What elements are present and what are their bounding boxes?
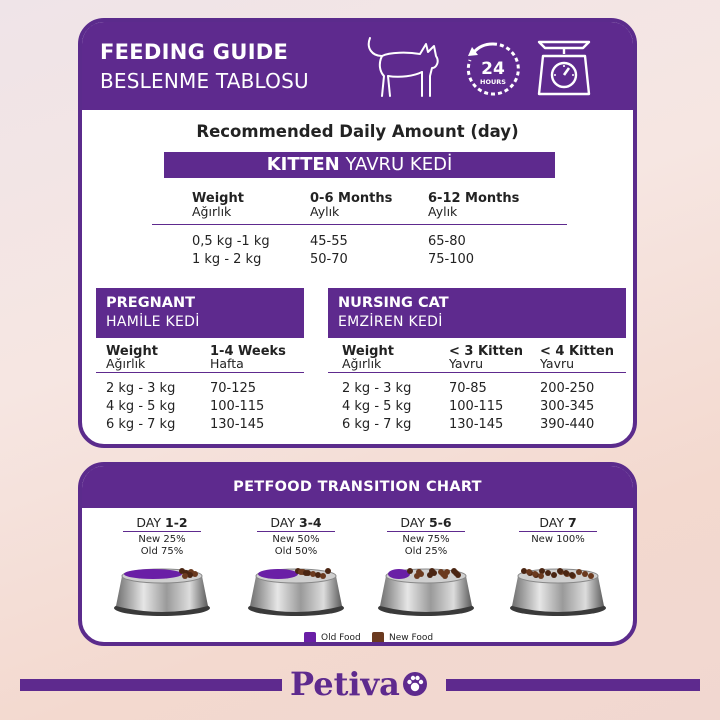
new-food-kibble (539, 568, 545, 574)
kitten-label-tr: YAVRU KEDİ (339, 154, 453, 175)
table-cell: 2 kg - 3 kg (342, 381, 412, 396)
table-cell: 65-80 (428, 234, 466, 249)
clock-number: 24 (481, 59, 505, 79)
new-food-kibble (526, 569, 532, 575)
bowl-day-1-2 (112, 562, 212, 618)
bowl-day-7 (508, 562, 608, 618)
table-cell: 4 kg - 5 kg (342, 399, 412, 414)
table-cell: 6 kg - 7 kg (342, 417, 412, 432)
new-food-kibble (521, 568, 527, 574)
footer-band-left (20, 679, 282, 691)
nursing-divider (328, 372, 626, 373)
pregnant-divider (96, 372, 304, 373)
feeding-guide-card (78, 18, 637, 448)
table-cell: 1 kg - 2 kg (192, 252, 262, 267)
new-food-kibble (303, 570, 309, 576)
nursing-title: NURSING CAT (338, 295, 449, 311)
table-cell: 300-345 (540, 399, 595, 414)
new-food-kibble (532, 571, 538, 577)
legend-old-food: Old Food (304, 632, 361, 644)
new-food-kibble (563, 570, 569, 576)
new-food-kibble (310, 571, 316, 577)
clock-24-icon (462, 38, 524, 100)
pregnant-header-weight: Weight Ağırlık (106, 344, 158, 371)
pregnant-col-weeks (210, 380, 264, 434)
paw-logo-icon (402, 671, 428, 697)
bowl-day-3-4 (246, 562, 346, 618)
kitten-label: KITTEN (266, 154, 340, 175)
new-food-kibble (414, 573, 420, 579)
pregnant-subtitle: HAMİLE KEDİ (106, 314, 200, 330)
table-cell: 130-145 (210, 417, 265, 432)
nursing-col-weight (342, 380, 411, 434)
kitten-banner (164, 152, 555, 178)
clock-hours: HOURS (480, 78, 506, 86)
new-food-kibble (427, 572, 433, 578)
guide-header (82, 22, 633, 110)
kitten-header-0-6: 0-6 Months Aylık (310, 191, 393, 219)
new-food-kibble (192, 571, 198, 577)
kitten-divider (152, 224, 567, 225)
nursing-col-4-kitten (540, 380, 594, 434)
table-cell: 45-55 (310, 234, 348, 249)
old-food-portion (124, 569, 182, 579)
table-cell: 100-115 (210, 399, 265, 414)
nursing-subtitle: EMZİREN KEDİ (338, 314, 443, 330)
kitten-header-weight: Weight Ağırlık (192, 191, 244, 219)
kitten-col-6-12 (428, 233, 474, 269)
table-cell: 200-250 (540, 381, 595, 396)
pregnant-banner (96, 288, 304, 338)
new-food-kibble (588, 573, 594, 579)
new-food-kibble (576, 569, 582, 575)
new-food-kibble (438, 569, 444, 575)
table-cell: 0,5 kg -1 kg (192, 234, 270, 249)
nursing-banner (328, 288, 626, 338)
nursing-col-3-kitten (449, 380, 503, 434)
bowl-day-5-6 (376, 562, 476, 618)
new-food-kibble (551, 572, 557, 578)
guide-title: FEEDING GUIDE (100, 40, 289, 64)
table-cell: 4 kg - 5 kg (106, 399, 176, 414)
guide-subtitle: BESLENME TABLOSU (100, 69, 309, 93)
table-cell: 100-115 (449, 399, 504, 414)
footer-band-right (446, 679, 700, 691)
legend-new-food: New Food (372, 632, 433, 644)
table-cell: 70-125 (210, 381, 257, 396)
table-cell: 6 kg - 7 kg (106, 417, 176, 432)
table-cell: 50-70 (310, 252, 348, 267)
old-food-swatch (304, 632, 316, 644)
new-food-kibble (557, 568, 563, 574)
kitten-col-weight (192, 233, 270, 269)
daily-amount-title: Recommended Daily Amount (day) (196, 122, 519, 141)
day-7: DAY 7 New 100% (508, 516, 608, 546)
pregnant-col-weight (106, 380, 175, 434)
kitten-header-6-12: 6-12 Months Aylık (428, 191, 520, 219)
new-food-kibble (538, 573, 544, 579)
old-food-portion (258, 569, 298, 579)
cat-icon (364, 32, 454, 102)
table-cell: 130-145 (449, 417, 504, 432)
nursing-header-4-kitten: < 4 Kitten Yavru (540, 344, 615, 371)
new-food-kibble (407, 568, 413, 574)
new-food-kibble (569, 572, 575, 578)
new-food-swatch (372, 632, 384, 644)
transition-title: PETFOOD TRANSITION CHART (82, 466, 633, 508)
new-food-kibble (187, 572, 193, 578)
day-5-6: DAY 5-6 New 75% Old 25% (376, 516, 476, 558)
brand-logo (290, 664, 440, 704)
scale-icon (533, 32, 595, 100)
table-cell: 75-100 (428, 252, 475, 267)
day-1-2: DAY 1-2 New 25% Old 75% (112, 516, 212, 558)
old-food-portion (388, 569, 410, 579)
transition-chart-card (78, 462, 637, 646)
new-food-kibble (325, 568, 331, 574)
table-cell: 70-85 (449, 381, 487, 396)
bowl-food (124, 568, 198, 579)
table-cell: 2 kg - 3 kg (106, 381, 176, 396)
brand-name: Petiva (290, 665, 400, 703)
new-food-kibble (582, 571, 588, 577)
new-food-kibble (315, 572, 321, 578)
pregnant-header-weeks: 1-4 Weeks Hafta (210, 344, 286, 371)
pregnant-title: PREGNANT (106, 295, 195, 311)
table-cell: 390-440 (540, 417, 595, 432)
day-3-4: DAY 3-4 New 50% Old 50% (246, 516, 346, 558)
nursing-header-weight: Weight Ağırlık (342, 344, 394, 371)
new-food-kibble (182, 573, 188, 579)
new-food-kibble (451, 568, 457, 574)
new-food-kibble (298, 569, 304, 575)
nursing-header-3-kitten: < 3 Kitten Yavru (449, 344, 524, 371)
kitten-col-0-6 (310, 233, 348, 269)
new-food-kibble (545, 570, 551, 576)
new-food-kibble (320, 573, 326, 579)
